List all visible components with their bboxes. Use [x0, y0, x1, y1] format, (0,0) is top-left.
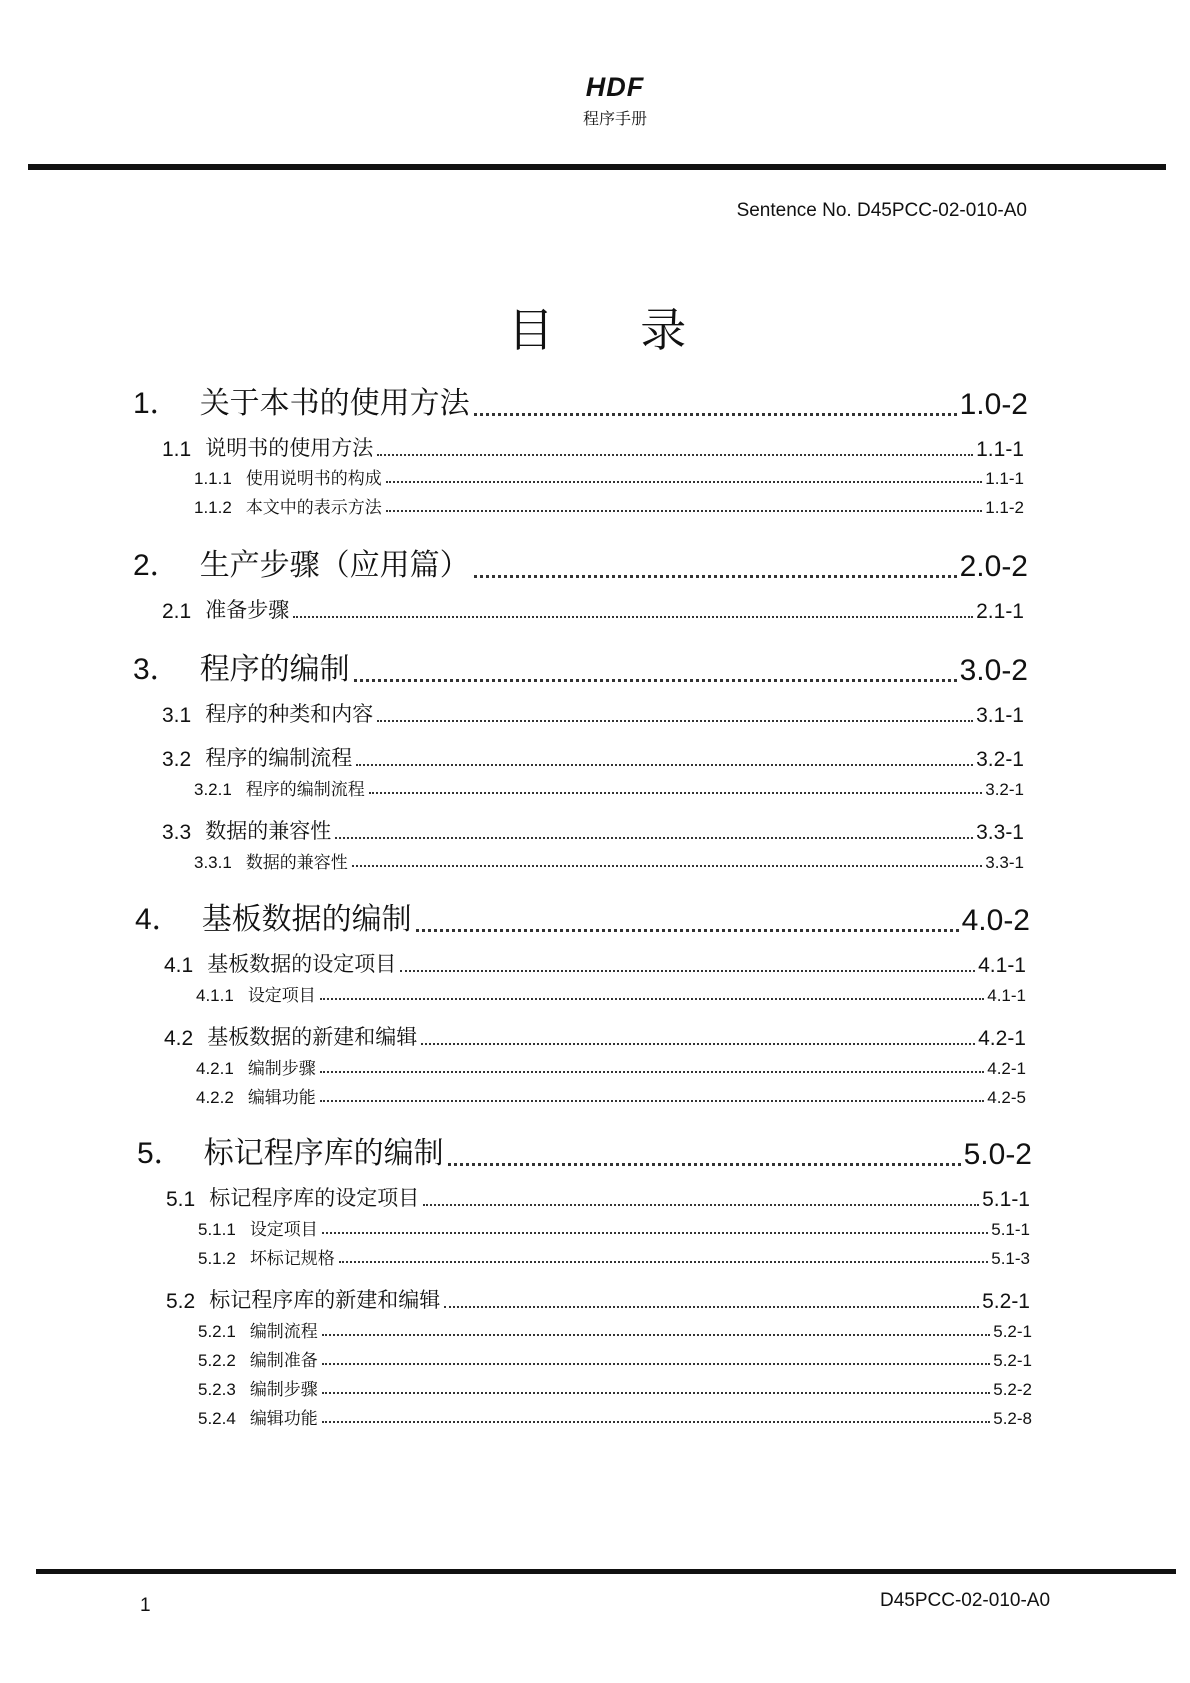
toc-entry-label: 编制准备 [249, 1351, 318, 1371]
toc-entry-label: 编辑功能 [249, 1409, 318, 1429]
toc-subsection-5-2-4[interactable] [198, 1404, 1032, 1429]
toc-section-4-1[interactable] [164, 948, 1026, 978]
toc-entry-page: 4.2-1 [978, 1027, 1026, 1050]
toc-entry-label: 程序的编制 [199, 652, 350, 687]
toc-entry-label: 基板数据的设定项目 [207, 952, 397, 976]
toc-section-3-3[interactable] [162, 815, 1024, 845]
toc-title: 目 录 [507, 303, 723, 357]
toc-section-4-2[interactable] [164, 1021, 1026, 1051]
toc-entry-number: 5.1 [166, 1188, 196, 1211]
toc-entry-page: 5.2-1 [982, 1290, 1030, 1313]
toc-entry-number: 3.1 [162, 704, 192, 727]
toc-entry-page: 4.0-2 [961, 904, 1030, 937]
dot-leader [377, 719, 973, 722]
toc-entry-number: 4.2.2 [196, 1088, 234, 1107]
toc-entry-number: 4.1 [164, 954, 194, 977]
toc-entry-page: 3.3-1 [985, 853, 1024, 872]
toc-entry-number: 5.1.2 [198, 1249, 236, 1268]
toc-entry-number: 3.2 [162, 748, 192, 771]
dot-leader [369, 791, 982, 794]
dot-leader [400, 969, 975, 972]
toc-entry-number: 4.1.1 [196, 986, 234, 1005]
toc-entry-number: 3． [133, 653, 180, 686]
toc-subsection-1-1-2[interactable] [194, 493, 1024, 518]
toc-section-5-1[interactable] [166, 1182, 1030, 1212]
toc-entry-page: 3.0-2 [959, 654, 1028, 687]
toc-entry-label: 本文中的表示方法 [245, 498, 382, 518]
toc-entry-label: 程序的种类和内容 [205, 702, 374, 726]
dot-leader [322, 1333, 990, 1336]
dot-leader [474, 412, 957, 416]
toc-entry-number: 2.1 [162, 600, 192, 623]
dot-leader [423, 1203, 979, 1206]
toc-entry-number: 5.1.1 [198, 1220, 236, 1239]
dot-leader [320, 997, 984, 1000]
toc-chapter-3[interactable] [133, 644, 1028, 688]
toc-entry-number: 3.3 [162, 821, 192, 844]
toc-entry-number: 5． [137, 1137, 184, 1170]
toc-chapter-1[interactable] [133, 378, 1028, 422]
toc-entry-label: 标记程序库的设定项目 [209, 1186, 420, 1210]
toc-entry-page: 5.2-1 [993, 1351, 1032, 1370]
toc-subsection-4-2-2[interactable] [196, 1083, 1026, 1108]
dot-leader [416, 928, 959, 932]
dot-leader [320, 1070, 984, 1073]
dot-leader [356, 763, 973, 766]
toc-entry-page: 5.2-1 [993, 1322, 1032, 1341]
toc-entry-label: 设定项目 [247, 986, 316, 1006]
bottom-rule [36, 1569, 1176, 1574]
header-brand: HDF [585, 72, 645, 102]
toc-entry-page: 5.1-1 [982, 1188, 1030, 1211]
toc-entry-page: 1.1-1 [985, 469, 1024, 488]
toc-subsection-5-1-2[interactable] [198, 1244, 1030, 1269]
toc-entry-label: 数据的兼容性 [205, 819, 332, 843]
toc-chapter-5[interactable] [137, 1128, 1032, 1172]
toc-entry-page: 5.1-3 [991, 1249, 1030, 1268]
toc-subsection-5-2-2[interactable] [198, 1346, 1032, 1371]
toc-entry-label: 基板数据的新建和编辑 [207, 1025, 418, 1049]
toc-entry-label: 程序的编制流程 [245, 780, 365, 800]
toc-entry-page: 4.2-5 [987, 1088, 1026, 1107]
toc-entry-page: 5.2-8 [993, 1409, 1032, 1428]
toc-entry-label: 编制流程 [249, 1322, 318, 1342]
toc-entry-label: 坏标记规格 [249, 1249, 335, 1269]
dot-leader [322, 1391, 990, 1394]
toc-entry-page: 1.1-1 [976, 438, 1024, 461]
toc-entry-page: 2.1-1 [976, 600, 1024, 623]
toc-entry-page: 2.0-2 [959, 550, 1028, 583]
toc-subsection-3-2-1[interactable] [194, 775, 1024, 800]
page-number: 1 [140, 1595, 151, 1616]
toc-entry-number: 3.2.1 [194, 780, 232, 799]
toc-entry-page: 5.1-1 [991, 1220, 1030, 1239]
dot-leader [386, 480, 982, 483]
toc-entry-number: 4.2 [164, 1027, 194, 1050]
toc-entry-number: 4． [135, 903, 182, 936]
toc-entry-label: 编制步骤 [247, 1059, 316, 1079]
toc-entry-number: 3.3.1 [194, 853, 232, 872]
toc-entry-number: 2． [133, 549, 180, 582]
toc-entry-label: 设定项目 [249, 1220, 318, 1240]
toc-entry-page: 1.0-2 [959, 388, 1028, 421]
toc-entry-page: 5.2-2 [993, 1380, 1032, 1399]
toc-section-5-2[interactable] [166, 1284, 1030, 1314]
toc-entry-number: 1． [133, 387, 180, 420]
dot-leader [322, 1420, 990, 1423]
toc-entry-label: 关于本书的使用方法 [199, 386, 470, 421]
dot-leader [474, 574, 957, 578]
top-rule [28, 164, 1166, 170]
toc-entry-label: 说明书的使用方法 [205, 436, 374, 460]
toc-entry-page: 3.3-1 [976, 821, 1024, 844]
dot-leader [339, 1260, 988, 1263]
toc-entry-label: 编制步骤 [249, 1380, 318, 1400]
dot-leader [352, 864, 982, 867]
toc-entry-number: 5.2.2 [198, 1351, 236, 1370]
toc-entry-label: 标记程序库的新建和编辑 [209, 1288, 441, 1312]
toc-entry-number: 1.1 [162, 438, 192, 461]
toc-entry-number: 1.1.1 [194, 469, 232, 488]
toc-entry-number: 5.2 [166, 1290, 196, 1313]
dot-leader [335, 836, 973, 839]
toc-entry-page: 4.1-1 [987, 986, 1026, 1005]
dot-leader [386, 509, 982, 512]
toc-entry-page: 3.2-1 [976, 748, 1024, 771]
dot-leader [421, 1042, 975, 1045]
toc-section-3-1[interactable] [162, 698, 1024, 728]
toc-entry-label: 编辑功能 [247, 1088, 316, 1108]
toc-entry-page: 5.0-2 [963, 1138, 1032, 1171]
dot-leader [322, 1362, 990, 1365]
toc-entry-number: 5.2.3 [198, 1380, 236, 1399]
toc-subsection-4-1-1[interactable] [196, 981, 1026, 1006]
dot-leader [354, 678, 957, 682]
toc-section-1-1[interactable] [162, 432, 1024, 462]
toc-entry-page: 4.1-1 [978, 954, 1026, 977]
toc-entry-number: 5.2.1 [198, 1322, 236, 1341]
dot-leader [377, 453, 973, 456]
dot-leader [320, 1099, 984, 1102]
toc-entry-label: 标记程序库的编制 [203, 1136, 444, 1171]
footer-doc-id: D45PCC-02-010-A0 [880, 1590, 1051, 1611]
toc-entry-number: 1.1.2 [194, 498, 232, 517]
toc-subsection-5-2-1[interactable] [198, 1317, 1032, 1342]
toc-subsection-3-3-1[interactable] [194, 848, 1024, 873]
toc-entry-label: 生产步骤（应用篇） [199, 548, 470, 583]
header-subtitle: 程序手册 [582, 109, 647, 128]
toc-section-2-1[interactable] [162, 594, 1024, 624]
toc-entry-page: 3.1-1 [976, 704, 1024, 727]
sentence-number: Sentence No. D45PCC-02-010-A0 [736, 200, 1027, 221]
dot-leader [444, 1305, 979, 1308]
toc-entry-page: 1.1-2 [985, 498, 1024, 517]
toc-entry-number: 4.2.1 [196, 1059, 234, 1078]
dot-leader [293, 615, 973, 618]
toc-section-3-2[interactable] [162, 742, 1024, 772]
toc-subsection-5-2-3[interactable] [198, 1375, 1032, 1400]
dot-leader [322, 1231, 988, 1234]
toc-entry-label: 程序的编制流程 [205, 746, 353, 770]
toc-entry-label: 准备步骤 [205, 598, 290, 622]
toc-subsection-5-1-1[interactable] [198, 1215, 1030, 1240]
toc-entry-label: 使用说明书的构成 [245, 469, 382, 489]
toc-entry-label: 数据的兼容性 [245, 853, 348, 873]
toc-subsection-4-2-1[interactable] [196, 1054, 1026, 1079]
toc-chapter-2[interactable] [133, 540, 1028, 584]
toc-entry-number: 5.2.4 [198, 1409, 236, 1428]
toc-entry-page: 4.2-1 [987, 1059, 1026, 1078]
dot-leader [448, 1162, 961, 1166]
toc-entry-page: 3.2-1 [985, 780, 1024, 799]
toc-entry-label: 基板数据的编制 [201, 902, 412, 937]
toc-chapter-4[interactable] [135, 894, 1030, 938]
toc-subsection-1-1-1[interactable] [194, 464, 1024, 489]
